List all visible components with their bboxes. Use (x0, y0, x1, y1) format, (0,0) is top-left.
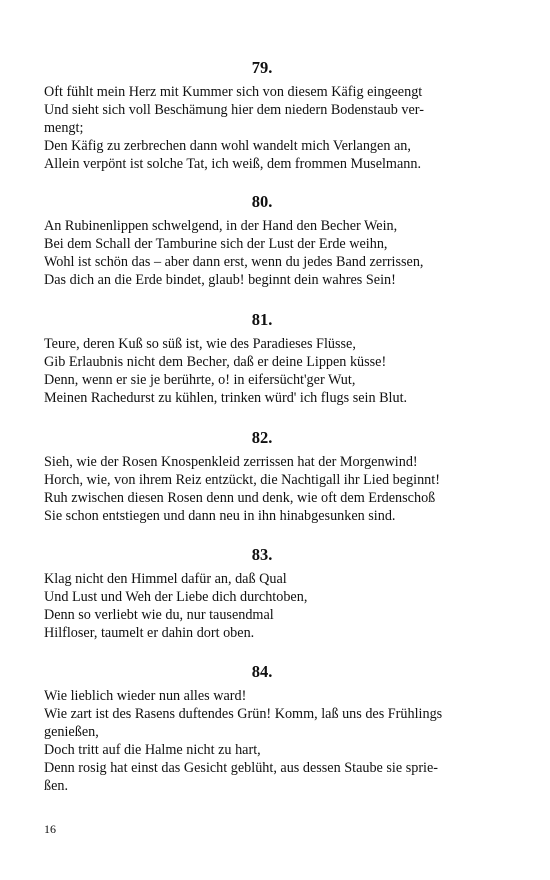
poem-line: Das dich an die Erde bindet, glaub! beginnt dein wahres Sein! (44, 272, 396, 288)
poem-number: 83. (251, 545, 273, 564)
poem-number: 81. (251, 310, 273, 329)
poem-number: 84. (251, 662, 273, 681)
poem-line: Denn rosig hat einst das Gesicht geblüht, aus dessen Staube sie sprie- (44, 760, 439, 776)
poem-line: Gib Erlaubnis nicht dem Becher, daß er deine Lippen küsse! (44, 354, 387, 370)
poem-line: Klag nicht den Himmel dafür an, daß Qual (44, 571, 287, 587)
poem-line: Sie schon entstiegen und dann neu in ihn hinabgesunken sind. (44, 508, 396, 524)
poem-line: ßen. (44, 778, 69, 794)
poem-line: Wie zart ist des Rasens duftendes Grün! Komm, laß uns des Frühlings (44, 706, 443, 722)
poem-line: Sieh, wie der Rosen Knospenkleid zerrissen hat der Morgenwind! (44, 454, 418, 470)
page-number: 16 (44, 822, 56, 836)
poem-number: 82. (251, 428, 273, 447)
poem-line: Denn, wenn er sie je berührte, o! in eifersücht'ger Wut, (44, 372, 356, 388)
poem-line: Doch tritt auf die Halme nicht zu hart, (44, 742, 261, 758)
poem-line: Allein verpönt ist solche Tat, ich weiß, dem frommen Muselmann. (44, 156, 421, 172)
poem-line: Meinen Rachedurst zu kühlen, trinken würd' ich flugs sein Blut. (44, 390, 408, 406)
poem-line: mengt; (44, 120, 84, 136)
poem-line: genießen, (44, 724, 99, 740)
poem-line: Wie lieblich wieder nun alles ward! (44, 688, 247, 704)
poem-line: Teure, deren Kuß so süß ist, wie des Paradieses Flüsse, (44, 336, 356, 352)
poem-line: An Rubinenlippen schwelgend, in der Hand den Becher Wein, (44, 218, 398, 234)
poem-line: Hilfloser, taumelt er dahin dort oben. (44, 625, 255, 641)
poem-line: Oft fühlt mein Herz mit Kummer sich von diesem Käfig eingeengt (44, 84, 423, 100)
poem-number: 80. (251, 192, 273, 211)
poem-line: Wohl ist schön das – aber dann erst, wenn du jedes Band zerrissen, (44, 254, 424, 270)
poem-line: Den Käfig zu zerbrechen dann wohl wandelt mich Verlangen an, (44, 138, 411, 154)
poem-line: Ruh zwischen diesen Rosen denn und denk, wie oft dem Erdenschoß (44, 490, 436, 506)
poem-line: Und Lust und Weh der Liebe dich durchtoben, (44, 589, 308, 605)
poem-line: Denn so verliebt wie du, nur tausendmal (44, 607, 274, 623)
poem-line: Bei dem Schall der Tamburine sich der Lust der Erde weihn, (44, 236, 388, 252)
poem-number: 79. (251, 58, 273, 77)
poem-line: Und sieht sich voll Beschämung hier dem niedern Bodenstaub ver- (44, 102, 424, 118)
poem-line: Horch, wie, von ihrem Reiz entzückt, die Nachtigall ihr Lied beginnt! (44, 472, 440, 488)
